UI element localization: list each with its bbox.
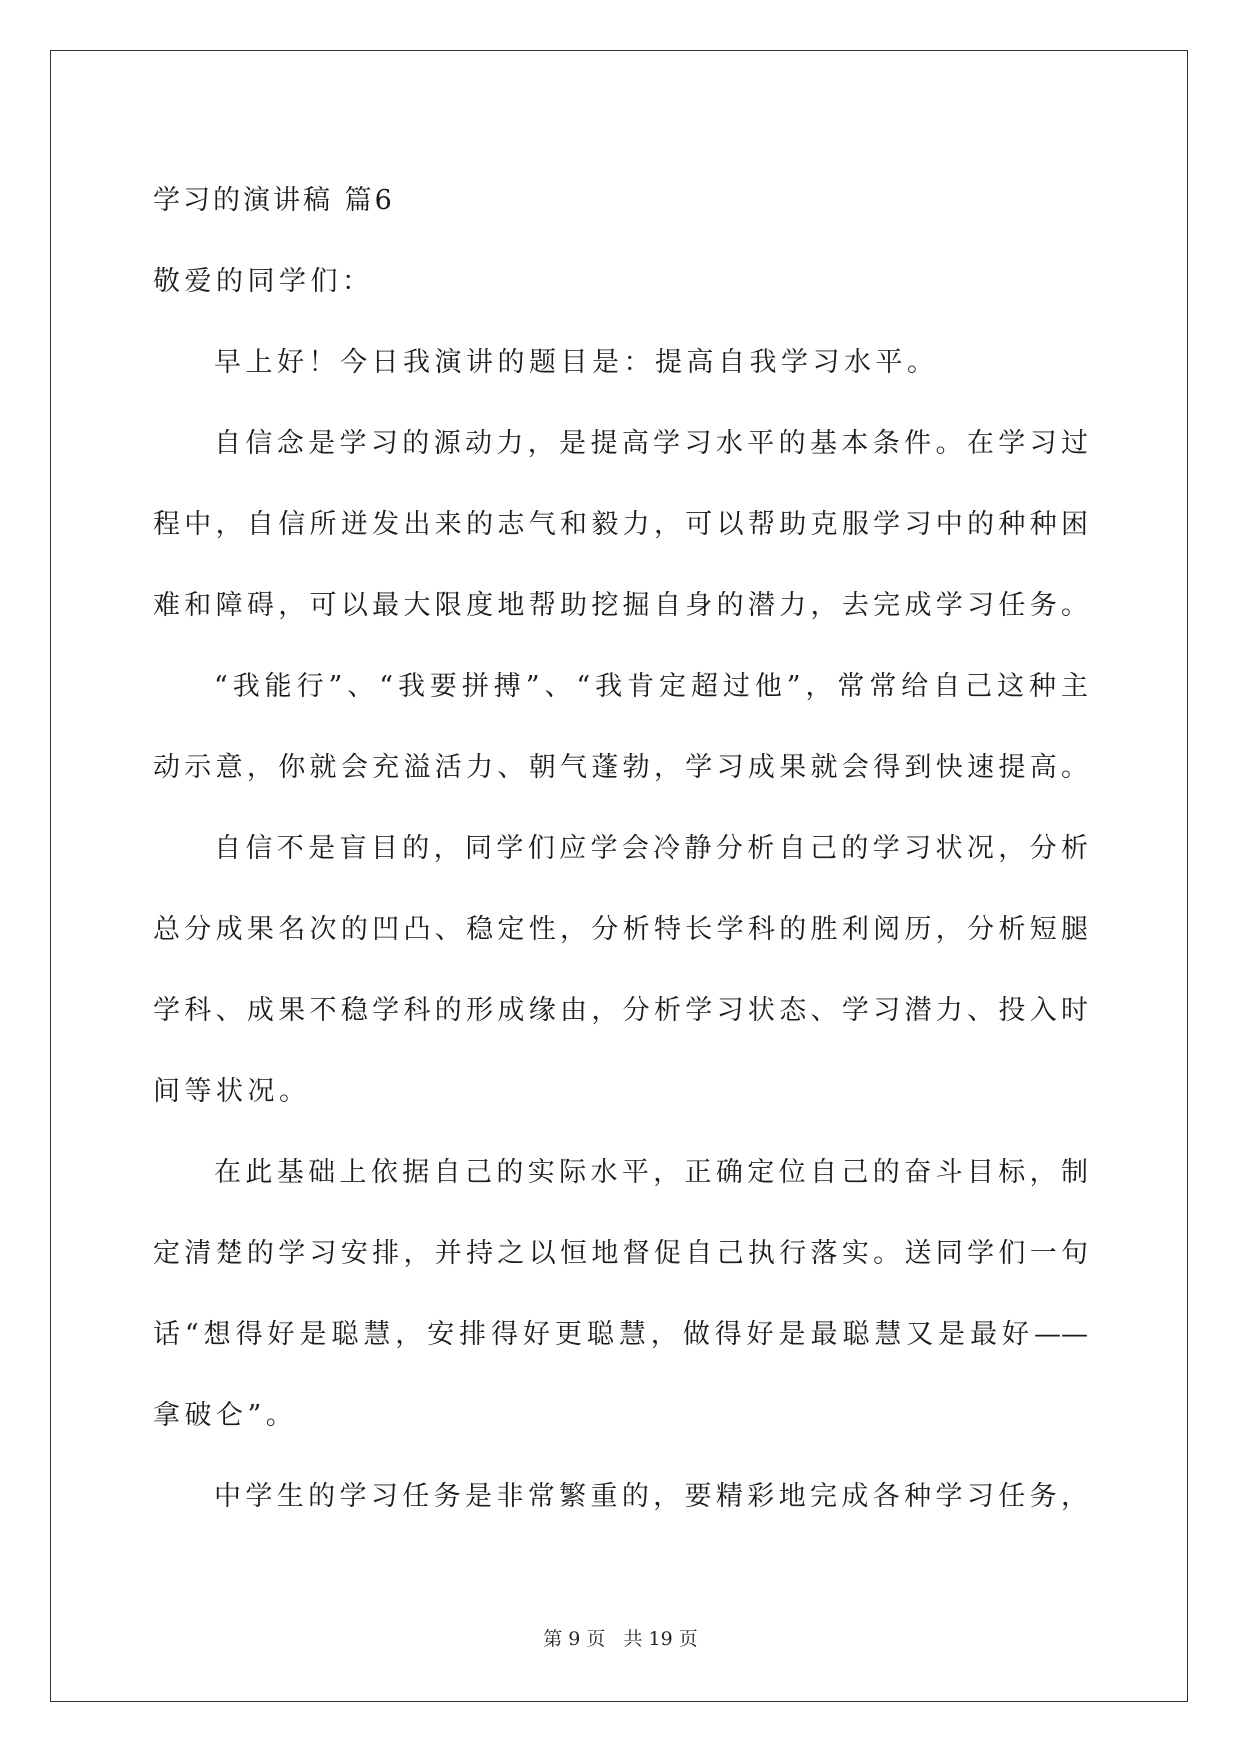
text-line-2: 自信念是学习的源动力，是提高学习水平的基本条件。在学习过 [214,428,1088,459]
document-title: 学习的演讲稿 篇6 [153,185,395,216]
text-line-15: 中学生的学习任务是非常繁重的，要精彩地完成各种学习任务， [214,1481,1088,1512]
text-line-13: 话“想得好是聪慧，安排得好更聪慧，做得好是最聪慧又是最好—— [153,1319,1088,1350]
text-line-4: 难和障碍，可以最大限度地帮助挖掘自身的潜力，去完成学习任务。 [153,590,1088,621]
text-line-9: 学科、成果不稳学科的形成缘由，分析学习状态、学习潜力、投入时 [153,995,1088,1026]
document-body [153,160,1088,1537]
text-line-5: “我能行”、“我要拼搏”、“我肯定超过他”，常常给自己这种主 [214,671,1088,702]
text-line-11: 在此基础上依据自己的实际水平，正确定位自己的奋斗目标，制 [214,1157,1088,1188]
page-number-footer: 第 9 页 共 19 页 [543,1628,698,1650]
text-line-6: 动示意，你就会充溢活力、朝气蓬勃，学习成果就会得到快速提高。 [153,752,1088,783]
text-line-7: 自信不是盲目的，同学们应学会冷静分析自己的学习状况，分析 [214,833,1088,864]
salutation: 敬爱的同学们： [153,266,374,297]
text-line-3: 程中，自信所迸发出来的志气和毅力，可以帮助克服学习中的种种困 [153,509,1088,540]
text-line-14: 拿破仑”。 [153,1400,298,1431]
text-line-8: 总分成果名次的凹凸、稳定性，分析特长学科的胜利阅历，分析短腿 [153,914,1088,945]
text-line-1: 早上好！今日我演讲的题目是：提高自我学习水平。 [214,347,939,378]
text-line-12: 定清楚的学习安排，并持之以恒地督促自己执行落实。送同学们一句 [153,1238,1088,1269]
text-line-10: 间等状况。 [153,1076,311,1107]
